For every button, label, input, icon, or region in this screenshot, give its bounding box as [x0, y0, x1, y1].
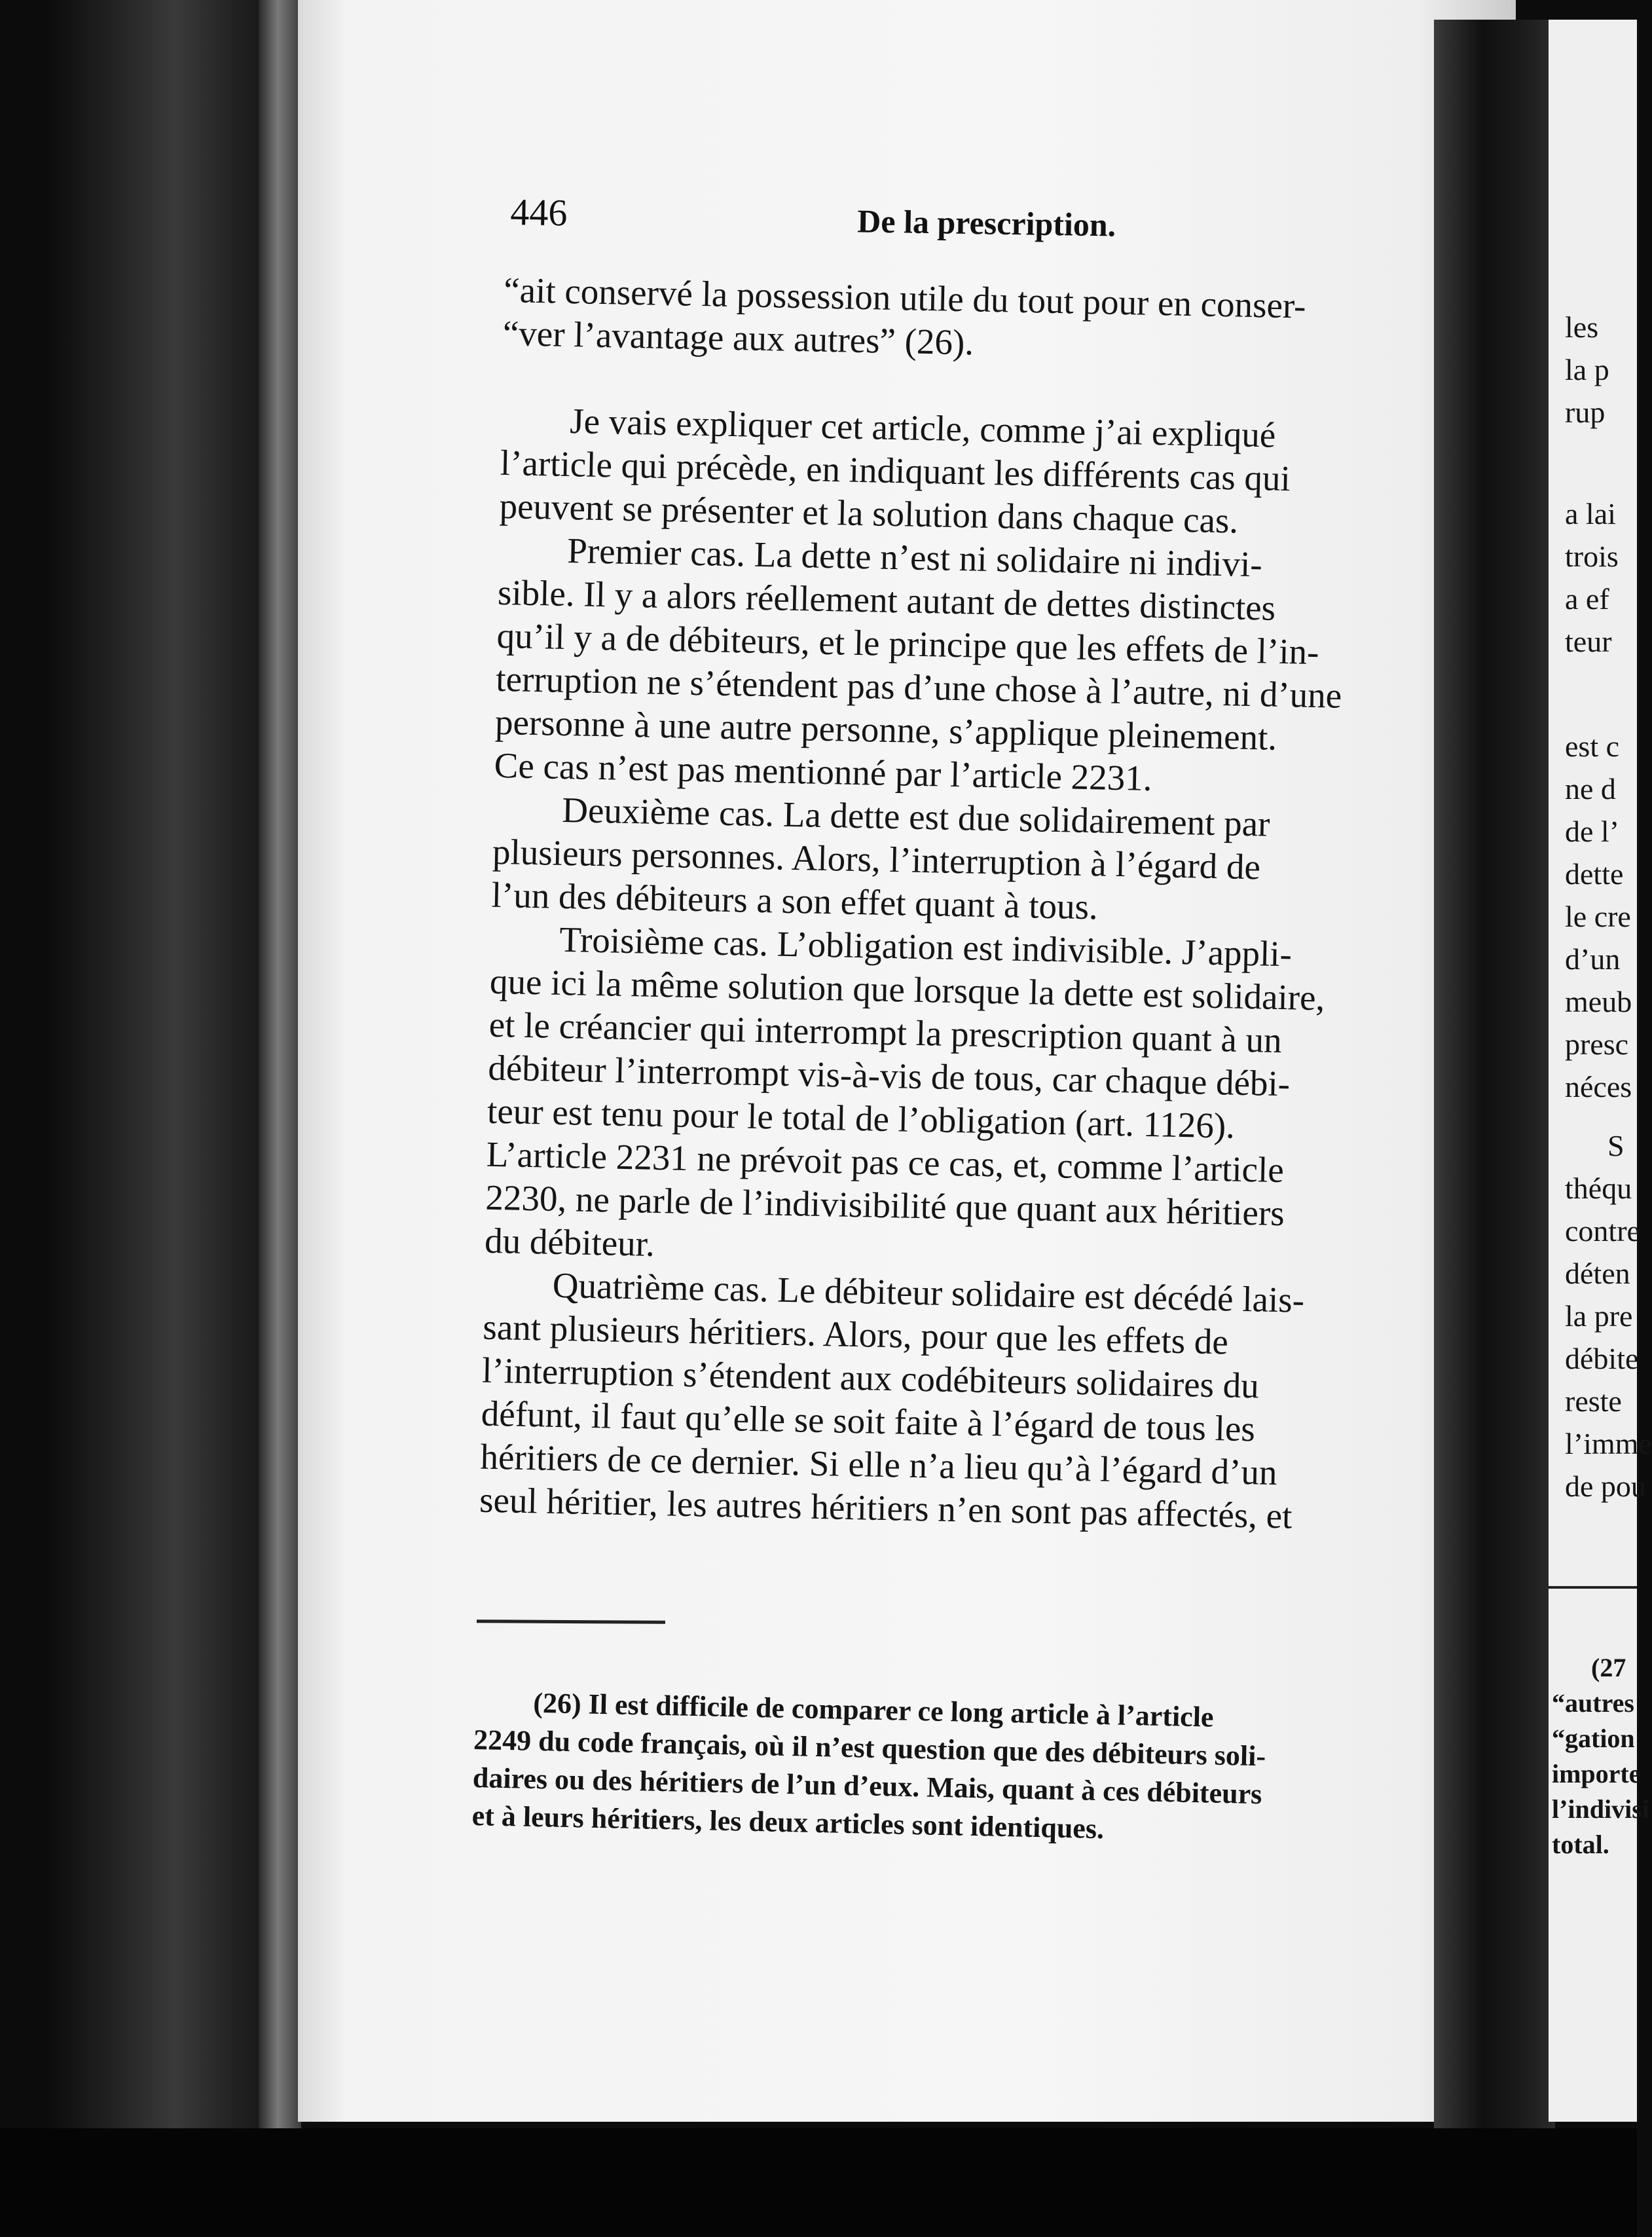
text-line: héritiers de ce dernier. Si elle n’a lieu qu’à l’égard d’un	[479, 1436, 1278, 1493]
text-line: l’article qui précède, en indiquant les différents cas qui	[500, 442, 1291, 499]
right-text-fragment: la p	[1565, 353, 1609, 386]
right-text-fragment: reste	[1565, 1384, 1622, 1418]
right-text-fragment: le cre	[1565, 900, 1631, 933]
footnote-line: 2249 du code français, où il n’est question que des débiteurs soli-	[473, 1723, 1266, 1773]
text-line: du débiteur.	[484, 1220, 655, 1264]
text-line: et le créancier qui interrompt la prescription quant à un	[488, 1004, 1283, 1061]
footnote-line: daires ou des héritiers de l’un d’eux. Mais, quant à ces débiteurs	[472, 1761, 1262, 1811]
text-line: sant plusieurs héritiers. Alors, pour que les effets de	[482, 1306, 1229, 1362]
binding-edge	[259, 0, 301, 2148]
right-text-fragment: l’imme	[1565, 1427, 1652, 1460]
text-line: débiteur l’interrompt vis-à-vis de tous, car chaque débi-	[487, 1047, 1291, 1104]
right-text-fragment: théqu	[1565, 1172, 1632, 1205]
text-line: 2230, ne parle de l’indivisibilité que quant aux héritiers	[485, 1177, 1285, 1234]
text-line: L’article 2231 ne prévoit pas ce cas, et, comme l’article	[486, 1134, 1285, 1191]
right-text-fragment: a ef	[1565, 582, 1609, 616]
page-number: 446	[509, 190, 568, 234]
text-line: sible. Il y a alors réellement autant de dettes distinctes	[497, 572, 1276, 628]
right-text-fragment: la pre	[1565, 1299, 1633, 1333]
running-title: De la prescription.	[856, 202, 1116, 244]
right-text-fragment: a lai	[1565, 497, 1616, 530]
text-line: Troisième cas. L’obligation est indivisible. J’appli-	[559, 919, 1293, 974]
text-line: Ce cas n’est pas mentionné par l’article 2231.	[494, 745, 1153, 799]
right-footnote-fragment: total.	[1552, 1830, 1609, 1859]
right-text-fragment: déten	[1565, 1257, 1630, 1290]
right-text-fragment: S	[1607, 1129, 1624, 1162]
scan-bottom-shadow	[0, 2128, 1637, 2237]
right-text-fragment: teur	[1565, 625, 1612, 658]
right-text-fragment: dette	[1565, 857, 1624, 891]
right-text-fragment: les	[1565, 310, 1599, 344]
right-text-fragment: d’un	[1565, 942, 1621, 976]
text-line: peuvent se présenter et la solution dans chaque cas.	[499, 485, 1239, 541]
text-line: que ici la même solution que lorsque la dette est solidaire,	[489, 961, 1325, 1018]
text-line: seul héritier, les autres héritiers n’en sont pas affectés, et	[479, 1479, 1293, 1536]
text-line: terruption ne s’étendent pas d’une chose à l’autre, ni d’une	[495, 658, 1342, 716]
text-line: défunt, il faut qu’elle se soit faite à l’égard de tous les	[481, 1393, 1256, 1449]
text-line: Premier cas. La dette n’est ni solidaire ni indivi-	[566, 530, 1263, 585]
right-footnote-fragment: “autres	[1552, 1688, 1634, 1718]
right-text-fragment: rup	[1565, 396, 1606, 429]
book-binding	[46, 0, 282, 2148]
page-gutter	[1434, 20, 1555, 2135]
right-footnote-rule	[1549, 1586, 1637, 1589]
right-text-fragment: de pou	[1565, 1470, 1646, 1503]
right-text-fragment: débite	[1565, 1342, 1639, 1375]
text-line: l’interruption s’étendent aux codébiteurs solidaires du	[481, 1350, 1260, 1406]
text-line: personne à une autre personne, s’applique pleinement.	[494, 701, 1277, 758]
right-text-fragment: néces	[1565, 1070, 1632, 1103]
right-text-fragment: trois	[1565, 540, 1619, 573]
right-text-fragment: meub	[1565, 985, 1632, 1018]
right-text-fragment: de l’	[1565, 815, 1620, 848]
text-line: “ver l’avantage aux autres” (26).	[502, 312, 974, 363]
right-footnote-fragment: importe	[1552, 1759, 1641, 1788]
text-line: teur est tenu pour le total de l’obligation (art. 1126).	[486, 1090, 1236, 1146]
text-line: l’un des débiteurs a son effet quant à tous.	[491, 874, 1099, 927]
footnote-line: (26) Il est difficile de comparer ce long article à l’article	[532, 1686, 1215, 1733]
right-text-fragment: presc	[1565, 1027, 1629, 1061]
right-footnote-fragment: l’indivisi	[1552, 1794, 1649, 1824]
right-footnote-fragment: (27	[1591, 1653, 1626, 1682]
text-line: plusieurs personnes. Alors, l’interruption à l’égard de	[492, 831, 1261, 887]
right-footnote-fragment: “gation	[1552, 1724, 1635, 1753]
text-line: Je vais expliquer cet article, comme j’ai expliqué	[569, 401, 1276, 455]
footnote-line: et à leurs héritiers, les deux articles sont identiques.	[471, 1799, 1105, 1845]
text-line: “ait conservé la possession utile du tout pour en conser-	[503, 269, 1307, 326]
text-line: Deuxième cas. La dette est due solidairement par	[561, 789, 1271, 844]
text-line: Quatrième cas. Le débiteur solidaire est décédé lais-	[552, 1265, 1305, 1320]
right-text-fragment: ne d	[1565, 772, 1616, 805]
text-line: qu’il y a de débiteurs, et le principe que les effets de l’in-	[496, 615, 1320, 673]
right-text-fragment: est c	[1565, 730, 1620, 763]
right-text-fragment: contre	[1565, 1214, 1640, 1248]
